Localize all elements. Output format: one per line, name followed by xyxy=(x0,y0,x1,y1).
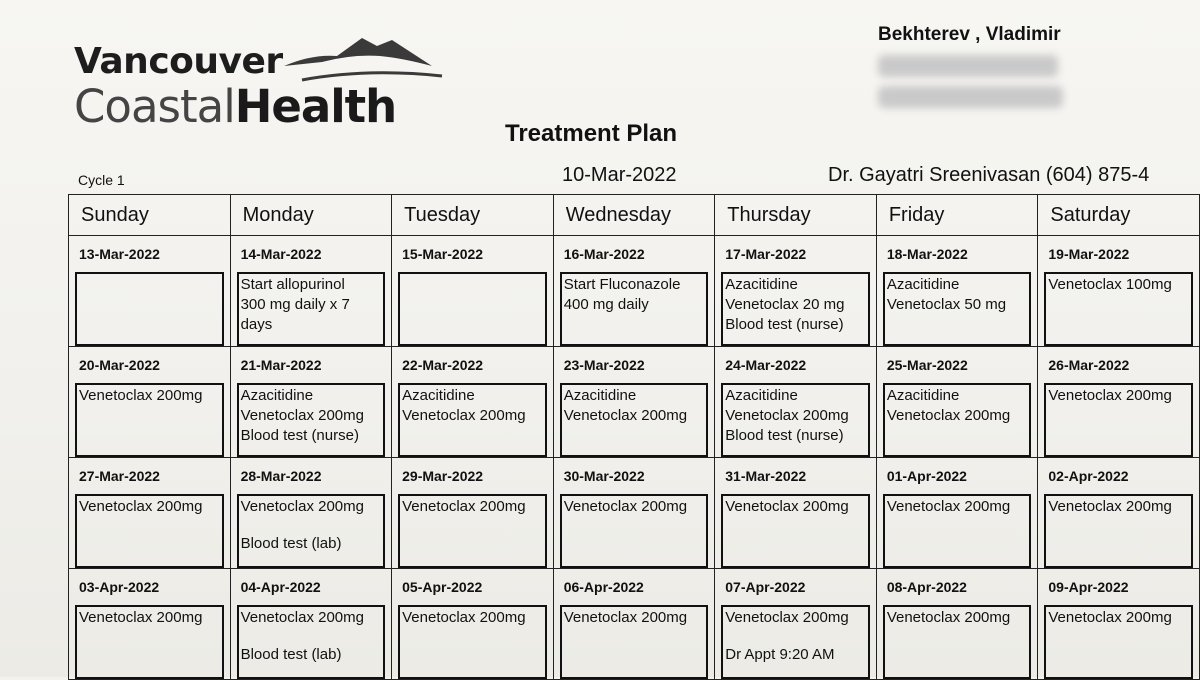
day-note-line: Blood test (lab) xyxy=(240,646,342,663)
day-cell xyxy=(715,347,877,458)
day-notes-box xyxy=(237,272,386,346)
plan-date: 10-Mar-2022 xyxy=(562,164,677,186)
day-date: 31-Mar-2022 xyxy=(725,468,807,484)
day-note-line: Dr Appt 9:20 AM xyxy=(725,646,835,663)
day-notes-box xyxy=(721,494,870,568)
logo-text-vancouver: Vancouver xyxy=(74,41,283,82)
day-note-line: Venetoclax 200mg xyxy=(240,407,364,424)
redacted-id-1 xyxy=(878,55,1058,77)
day-cell xyxy=(392,458,554,569)
day-cell xyxy=(553,236,715,347)
day-notes-box xyxy=(721,383,870,457)
day-cell xyxy=(715,236,877,347)
logo-text-coastal-health xyxy=(74,80,396,133)
day-cell xyxy=(876,236,1038,347)
cycle-label: Cycle 1 xyxy=(78,172,125,188)
day-notes-box xyxy=(560,605,709,679)
day-note-line: Venetoclax 200mg xyxy=(402,498,526,515)
day-cell xyxy=(1038,347,1200,458)
day-cell xyxy=(553,458,715,569)
day-notes-box xyxy=(560,272,709,346)
day-notes-box xyxy=(1044,494,1193,568)
day-date: 08-Apr-2022 xyxy=(886,579,967,595)
day-note-line: Azacitidine xyxy=(886,387,960,404)
day-notes-box xyxy=(1044,272,1193,346)
day-date: 13-Mar-2022 xyxy=(79,246,160,262)
day-notes-box xyxy=(721,605,870,679)
day-note-line: Venetoclax 20 mg xyxy=(725,296,845,313)
day-cell xyxy=(392,347,554,458)
day-header: Wednesday xyxy=(553,195,715,236)
patient-name: Bekhterev , Vladimir xyxy=(878,24,1061,45)
day-note-line: Venetoclax 200mg xyxy=(79,387,203,404)
day-cell xyxy=(69,236,231,347)
day-note-line: Venetoclax 50 mg xyxy=(886,296,1007,313)
day-note-line: Venetoclax 200mg xyxy=(725,498,849,515)
day-date: 05-Apr-2022 xyxy=(402,579,483,595)
page-title: Treatment Plan xyxy=(505,120,678,147)
day-note-line: Blood test (nurse) xyxy=(240,427,359,444)
day-date: 27-Mar-2022 xyxy=(79,468,160,484)
day-date: 25-Mar-2022 xyxy=(886,357,968,373)
calendar-table xyxy=(68,194,1200,680)
day-note-line: Start Fluconazole xyxy=(563,276,681,293)
day-note-line: Venetoclax 200mg xyxy=(563,407,688,424)
logo-text-coastal: Coastal xyxy=(74,80,235,133)
day-note-line: Azacitidine xyxy=(402,387,475,404)
day-note-line: Azacitidine xyxy=(725,276,798,293)
day-notes-box xyxy=(398,383,547,457)
day-note-line xyxy=(241,628,382,645)
day-notes-box xyxy=(883,494,1032,568)
day-date: 09-Apr-2022 xyxy=(1048,579,1129,595)
day-note-line: Venetoclax 200mg xyxy=(1048,387,1172,404)
day-note-line: Venetoclax 200mg xyxy=(240,609,364,626)
day-date: 01-Apr-2022 xyxy=(886,468,967,484)
day-note-line: 400 mg daily xyxy=(563,296,649,313)
day-date: 06-Apr-2022 xyxy=(563,579,644,595)
day-date: 18-Mar-2022 xyxy=(886,246,968,262)
day-note-line: Venetoclax 200mg xyxy=(886,498,1011,515)
day-notes-box xyxy=(237,383,386,457)
day-notes-box xyxy=(398,494,547,568)
day-note-line: Venetoclax 100mg xyxy=(1048,276,1172,293)
patient-info xyxy=(878,24,1098,108)
week-row xyxy=(69,569,1200,680)
day-cell xyxy=(392,236,554,347)
day-note-line: Blood test (nurse) xyxy=(725,316,844,333)
day-notes-box xyxy=(75,494,224,568)
day-date: 22-Mar-2022 xyxy=(402,357,484,373)
day-note-line xyxy=(241,517,382,534)
day-header: Monday xyxy=(230,195,392,236)
day-cell xyxy=(553,569,715,680)
day-notes-box xyxy=(398,605,547,679)
day-date: 03-Apr-2022 xyxy=(79,579,160,595)
day-date: 14-Mar-2022 xyxy=(240,246,322,262)
day-note-line: Venetoclax 200mg xyxy=(563,498,688,515)
day-date: 23-Mar-2022 xyxy=(563,357,645,373)
day-cell xyxy=(230,236,392,347)
day-cell xyxy=(230,569,392,680)
day-date: 28-Mar-2022 xyxy=(240,468,322,484)
day-notes-box xyxy=(237,494,386,568)
day-cell xyxy=(553,347,715,458)
day-note-line: Start allopurinol xyxy=(240,276,345,293)
day-cell xyxy=(876,458,1038,569)
day-cell xyxy=(1038,458,1200,569)
day-note-line: Venetoclax 200mg xyxy=(1048,609,1172,626)
day-header: Sunday xyxy=(69,195,231,236)
day-note-line: Venetoclax 200mg xyxy=(402,407,526,424)
week-row xyxy=(69,236,1200,347)
day-date: 19-Mar-2022 xyxy=(1048,246,1130,262)
day-note-line: Azacitidine xyxy=(725,387,798,404)
day-note-line: Venetoclax 200mg xyxy=(886,407,1011,424)
day-header-row xyxy=(69,195,1200,236)
day-cell xyxy=(715,569,877,680)
day-notes-box xyxy=(560,383,709,457)
day-cell xyxy=(1038,236,1200,347)
day-date: 02-Apr-2022 xyxy=(1048,468,1129,484)
day-notes-box xyxy=(883,383,1032,457)
day-cell xyxy=(230,347,392,458)
day-notes-box xyxy=(75,272,224,346)
vch-logo xyxy=(74,36,454,136)
day-date: 20-Mar-2022 xyxy=(79,357,160,373)
day-date: 17-Mar-2022 xyxy=(725,246,807,262)
day-notes-box xyxy=(398,272,547,346)
redacted-id-2 xyxy=(878,86,1063,108)
day-notes-box xyxy=(721,272,870,346)
day-cell xyxy=(69,569,231,680)
day-note-line: Azacitidine xyxy=(240,387,314,404)
day-cell xyxy=(1038,569,1200,680)
day-note-line: Venetoclax 200mg xyxy=(563,609,688,626)
day-date: 16-Mar-2022 xyxy=(563,246,645,262)
day-date: 07-Apr-2022 xyxy=(725,579,806,595)
mountain-logo-icon xyxy=(282,36,452,86)
day-note-line: Venetoclax 200mg xyxy=(725,407,849,424)
day-header: Saturday xyxy=(1038,195,1200,236)
day-cell xyxy=(392,569,554,680)
day-note-line: Venetoclax 200mg xyxy=(240,498,364,515)
day-note-line: Venetoclax 200mg xyxy=(725,609,849,626)
day-cell xyxy=(69,458,231,569)
day-cell xyxy=(230,458,392,569)
day-note-line: Blood test (nurse) xyxy=(725,427,844,444)
day-notes-box xyxy=(883,605,1032,679)
day-note-line xyxy=(725,628,866,645)
day-date: 30-Mar-2022 xyxy=(563,468,645,484)
day-header: Tuesday xyxy=(392,195,554,236)
day-notes-box xyxy=(75,383,224,457)
day-date: 29-Mar-2022 xyxy=(402,468,484,484)
day-note-line: Venetoclax 200mg xyxy=(402,609,526,626)
day-header: Thursday xyxy=(715,195,877,236)
day-date: 24-Mar-2022 xyxy=(725,357,807,373)
day-note-line: Azacitidine xyxy=(886,276,960,293)
day-cell xyxy=(876,347,1038,458)
day-cell xyxy=(876,569,1038,680)
doctor-contact: Dr. Gayatri Sreenivasan (604) 875-4 xyxy=(828,164,1150,186)
day-note-line: 300 mg daily x 7 xyxy=(240,296,350,313)
day-notes-box xyxy=(560,494,709,568)
day-notes-box xyxy=(237,605,386,679)
day-cell xyxy=(715,458,877,569)
day-cell xyxy=(69,347,231,458)
day-note-line: Azacitidine xyxy=(563,387,637,404)
day-notes-box xyxy=(75,605,224,679)
day-date: 21-Mar-2022 xyxy=(240,357,322,373)
day-note-line: Venetoclax 200mg xyxy=(886,609,1011,626)
day-note-line: Venetoclax 200mg xyxy=(79,498,203,515)
week-row xyxy=(69,347,1200,458)
day-note-line: Venetoclax 200mg xyxy=(79,609,203,626)
logo-text-health: Health xyxy=(234,80,397,133)
day-date: 15-Mar-2022 xyxy=(402,246,484,262)
week-row xyxy=(69,458,1200,569)
day-notes-box xyxy=(883,272,1032,346)
day-header: Friday xyxy=(876,195,1038,236)
day-notes-box xyxy=(1044,605,1193,679)
day-date: 26-Mar-2022 xyxy=(1048,357,1130,373)
day-note-line: Blood test (lab) xyxy=(240,535,342,552)
day-date: 04-Apr-2022 xyxy=(240,579,321,595)
day-note-line: days xyxy=(240,316,273,333)
day-note-line: Venetoclax 200mg xyxy=(1048,498,1172,515)
day-notes-box xyxy=(1044,383,1193,457)
